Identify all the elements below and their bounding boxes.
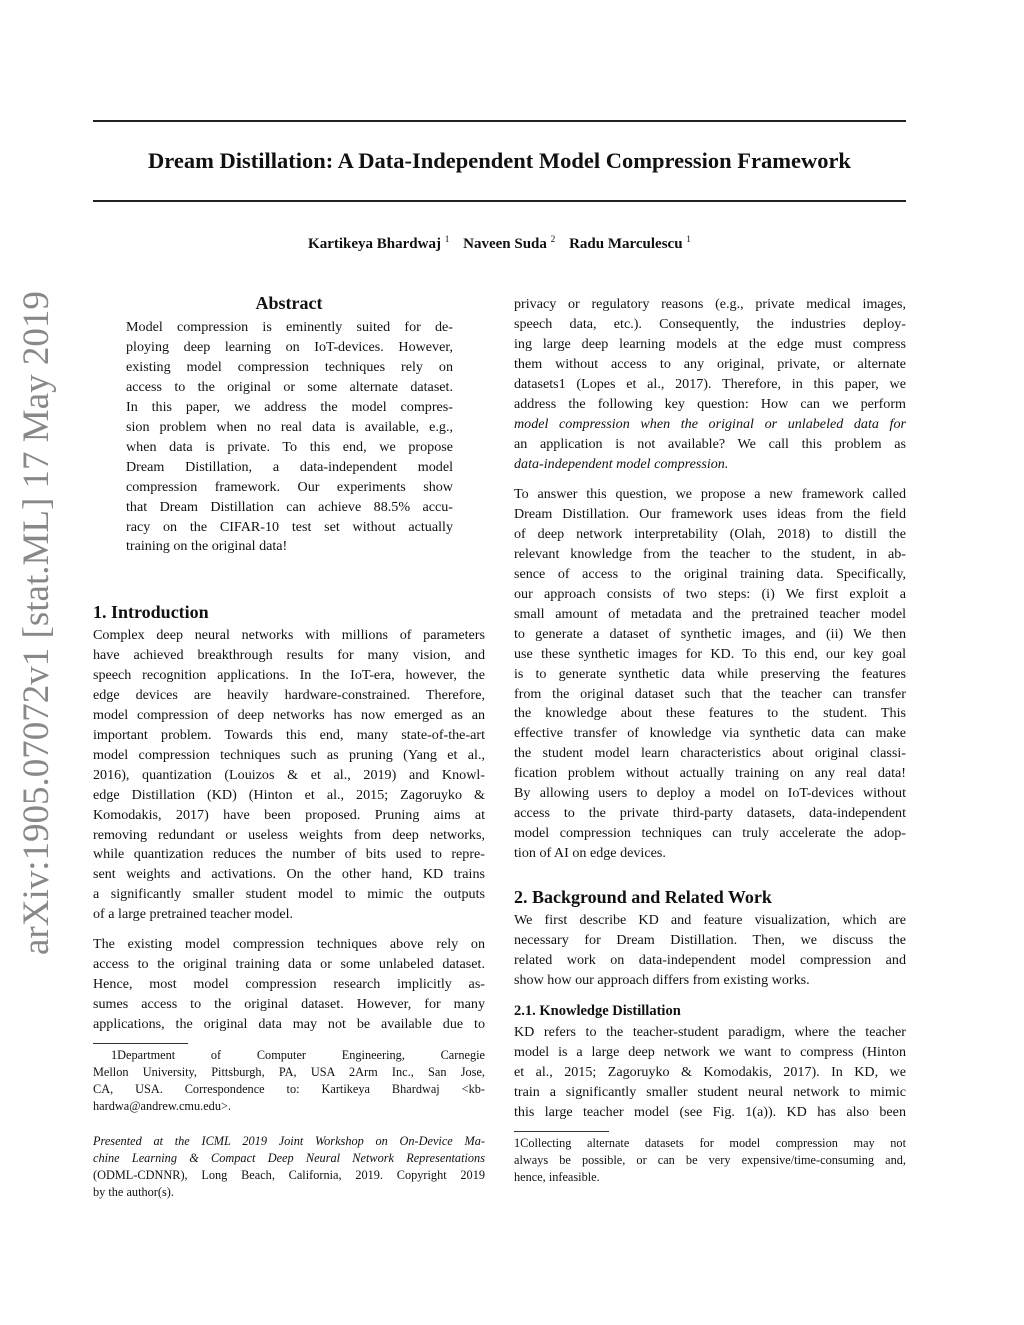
text-line: tion of AI on edge devices.: [514, 845, 666, 862]
text-line: By allowing users to deploy a model on IoT-devices without: [514, 785, 906, 802]
author: Radu Marculescu $^1$: [569, 235, 691, 252]
text-line: 1Department of Computer Engineering, Carnegie: [111, 1048, 485, 1062]
author: Naveen Suda $^2$: [463, 235, 556, 252]
text-line: data-independent model compression.: [514, 455, 729, 472]
text-line: ploying deep learning on IoT-devices. However,: [126, 338, 453, 355]
footnote-rule-left: [93, 1043, 188, 1044]
text-line: datasets1 (Lopes et al., 2017). Therefore, in this paper, we: [514, 375, 906, 392]
text-line: use these synthetic images for KD. To this end, our key goal: [514, 645, 906, 662]
text-line: model compression techniques such as pruning (Yang et al.,: [93, 746, 485, 763]
text-line: of deep network interpretability (Olah, 2018) to distill the: [514, 525, 906, 542]
author: Kartikeya Bhardwaj $^1$: [308, 235, 450, 252]
title-bottom-rule: [93, 200, 906, 202]
text-line: them without access to any original, private, or alternate: [514, 355, 906, 372]
text-line: applications, the original data may not be available due to: [93, 1015, 485, 1032]
text-line: model is a large deep network we want to compress (Hinton: [514, 1043, 906, 1060]
paper-title: Dream Distillation: A Data-Independent Model Compression Framework: [148, 148, 851, 173]
knowledge-distillation-paragraph: [514, 1023, 906, 1123]
text-line: (ODML-CDNNR), Long Beach, California, 2019. Copyright 2019: [93, 1168, 485, 1182]
text-line: show how our approach differs from existing works.: [514, 971, 810, 988]
text-line: address the following key question: How can we perform: [514, 395, 906, 412]
arxiv-sidebar-stamp: arXiv:1905.07072v1 [stat.ML] 17 May 2019: [16, 291, 57, 955]
text-line: racy on the CIFAR-10 test set without actually: [126, 518, 453, 535]
text-line: compression framework. Our experiments show: [126, 478, 453, 495]
text-line: KD refers to the teacher-student paradigm, where the teacher: [514, 1024, 906, 1040]
text-line: The existing model compression techniques above rely on: [93, 936, 485, 952]
text-line: necessary for Dream Distillation. Then, we discuss the: [514, 931, 906, 948]
text-line: Mellon University, Pittsburgh, PA, USA 2Arm Inc., San Jose,: [93, 1065, 485, 1079]
text-line: an application is not available? We call this problem as: [514, 435, 906, 452]
text-line: model compression of deep networks has now emerged as an: [93, 706, 485, 723]
text-line: speech recognition applications. In the IoT-era, however, the: [93, 666, 485, 683]
text-line: Dream Distillation. Our framework uses ideas from the field: [514, 505, 906, 522]
text-line: hardwa@andrew.cmu.edu>.: [93, 1099, 231, 1113]
text-line: Komodakis, 2017) have been proposed. Pruning aims at: [93, 806, 485, 823]
text-line: that Dream Distillation can achieve 88.5% accu-: [126, 498, 453, 515]
text-line: always be possible, or can be very expensive/time-consuming and,: [514, 1153, 906, 1167]
text-line: To answer this question, we propose a new framework called: [514, 486, 906, 502]
text-line: edge Distillation (KD) (Hinton et al., 2015; Zagoruyko &: [93, 786, 485, 803]
venue-note: [93, 1133, 485, 1201]
top-rule: [93, 120, 906, 122]
intro-paragraph-1: [93, 626, 485, 925]
abstract-body: [126, 318, 453, 557]
text-line: this large teacher model (see Fig. 1(a)). KD has also been: [514, 1103, 906, 1120]
text-line: In this paper, we address the model compres-: [126, 398, 453, 415]
footnote-datasets: [514, 1135, 906, 1186]
text-line: CA, USA. Correspondence to: Kartikeya Bhardwaj <kb-: [93, 1082, 485, 1096]
text-line: speech data, etc.). Consequently, the industries deploy-: [514, 315, 906, 332]
text-line: to generate a dataset of synthetic images, and (ii) We then: [514, 625, 906, 642]
text-line: the student model learn characteristics about original classi-: [514, 745, 906, 762]
text-line: model compression techniques can truly accelerate the adop-: [514, 825, 906, 842]
intro-paragraph-2: [93, 935, 485, 1035]
text-line: ing large deep learning models at the edge must compress: [514, 335, 906, 352]
text-line: Complex deep neural networks with millions of parameters: [93, 627, 485, 643]
text-line: sumes access to the original dataset. However, for many: [93, 995, 485, 1012]
text-line: sion problem when no real data is available, e.g.,: [126, 418, 453, 435]
text-line: while quantization reduces the number of bits used to repre-: [93, 846, 485, 863]
footnote-rule-right: [514, 1131, 609, 1132]
text-line: train a significantly smaller student neural network to mimic: [514, 1083, 906, 1100]
text-line: small amount of metadata and the pretrained teacher model: [514, 605, 906, 622]
text-line: of a large pretrained teacher model.: [93, 906, 294, 923]
text-line: access to the original or some alternate dataset.: [126, 378, 453, 395]
text-line: chine Learning & Compact Deep Neural Network Representations: [93, 1151, 485, 1165]
right-paragraph-1: [514, 295, 906, 475]
author-list: [93, 236, 906, 253]
text-line: have achieved breakthrough results for many vision, and: [93, 646, 485, 663]
background-paragraph: [514, 911, 906, 991]
footnote-affiliations: [93, 1047, 485, 1115]
text-line: Model compression is eminently suited for de-: [126, 319, 453, 335]
text-line: sence of access to the original training data. Specifically,: [514, 565, 906, 582]
text-line: access to the original training data or some unlabeled dataset.: [93, 955, 485, 972]
text-line: et al., 2015; Zagoruyko & Komodakis, 2017). In KD, we: [514, 1063, 906, 1080]
text-line: fication problem without actually training on any real data!: [514, 765, 906, 782]
text-line: access to the private third-party datasets, data-independent: [514, 805, 906, 822]
text-line: by the author(s).: [93, 1185, 174, 1199]
text-line: a significantly smaller student model to mimic the outputs: [93, 886, 485, 903]
text-line: important problem. Towards this end, many state-of-the-art: [93, 726, 485, 743]
text-line: Hence, most model compression research implicitly as-: [93, 975, 485, 992]
text-line: removing redundant or useless weights from deep networks,: [93, 826, 485, 843]
text-line: Presented at the ICML 2019 Joint Workshop on On-Device Ma-: [93, 1134, 485, 1148]
text-line: existing model compression techniques rely on: [126, 358, 453, 375]
section-heading-background: 2. Background and Related Work: [514, 887, 772, 907]
section-heading-introduction: 1. Introduction: [93, 602, 209, 622]
text-line: privacy or regulatory reasons (e.g., private medical images,: [514, 296, 906, 312]
text-line: effective transfer of knowledge via synthetic data can make: [514, 725, 906, 742]
text-line: from the original dataset such that the teacher can transfer: [514, 685, 906, 702]
text-line: when data is private. To this end, we propose: [126, 438, 453, 455]
text-line: relevant knowledge from the teacher to the student, in ab-: [514, 545, 906, 562]
text-line: Dream Distillation, a data-independent model: [126, 458, 453, 475]
text-line: edge devices are heavily hardware-constrained. Therefore,: [93, 686, 485, 703]
text-line: sent weights and activations. On the other hand, KD trains: [93, 866, 485, 883]
text-line: training on the original data!: [126, 538, 288, 555]
text-line: is to generate synthetic data while preserving the features: [514, 665, 906, 682]
text-line: our approach consists of two steps: (i) We first exploit a: [514, 585, 906, 602]
subsection-heading-knowledge-distillation: 2.1. Knowledge Distillation: [514, 1003, 681, 1019]
text-line: 2016), quantization (Louizos & et al., 2019) and Knowl-: [93, 766, 485, 783]
text-line: model compression when the original or unlabeled data for: [514, 415, 906, 432]
text-line: the knowledge about these features to the student. This: [514, 705, 906, 722]
text-line: hence, infeasible.: [514, 1170, 600, 1184]
text-line: We first describe KD and feature visualization, which are: [514, 912, 906, 928]
text-line: 1Collecting alternate datasets for model compression may not: [514, 1136, 906, 1150]
text-line: related work on data-independent model compression and: [514, 951, 906, 968]
abstract-heading: Abstract: [255, 293, 323, 313]
right-paragraph-2: [514, 485, 906, 864]
